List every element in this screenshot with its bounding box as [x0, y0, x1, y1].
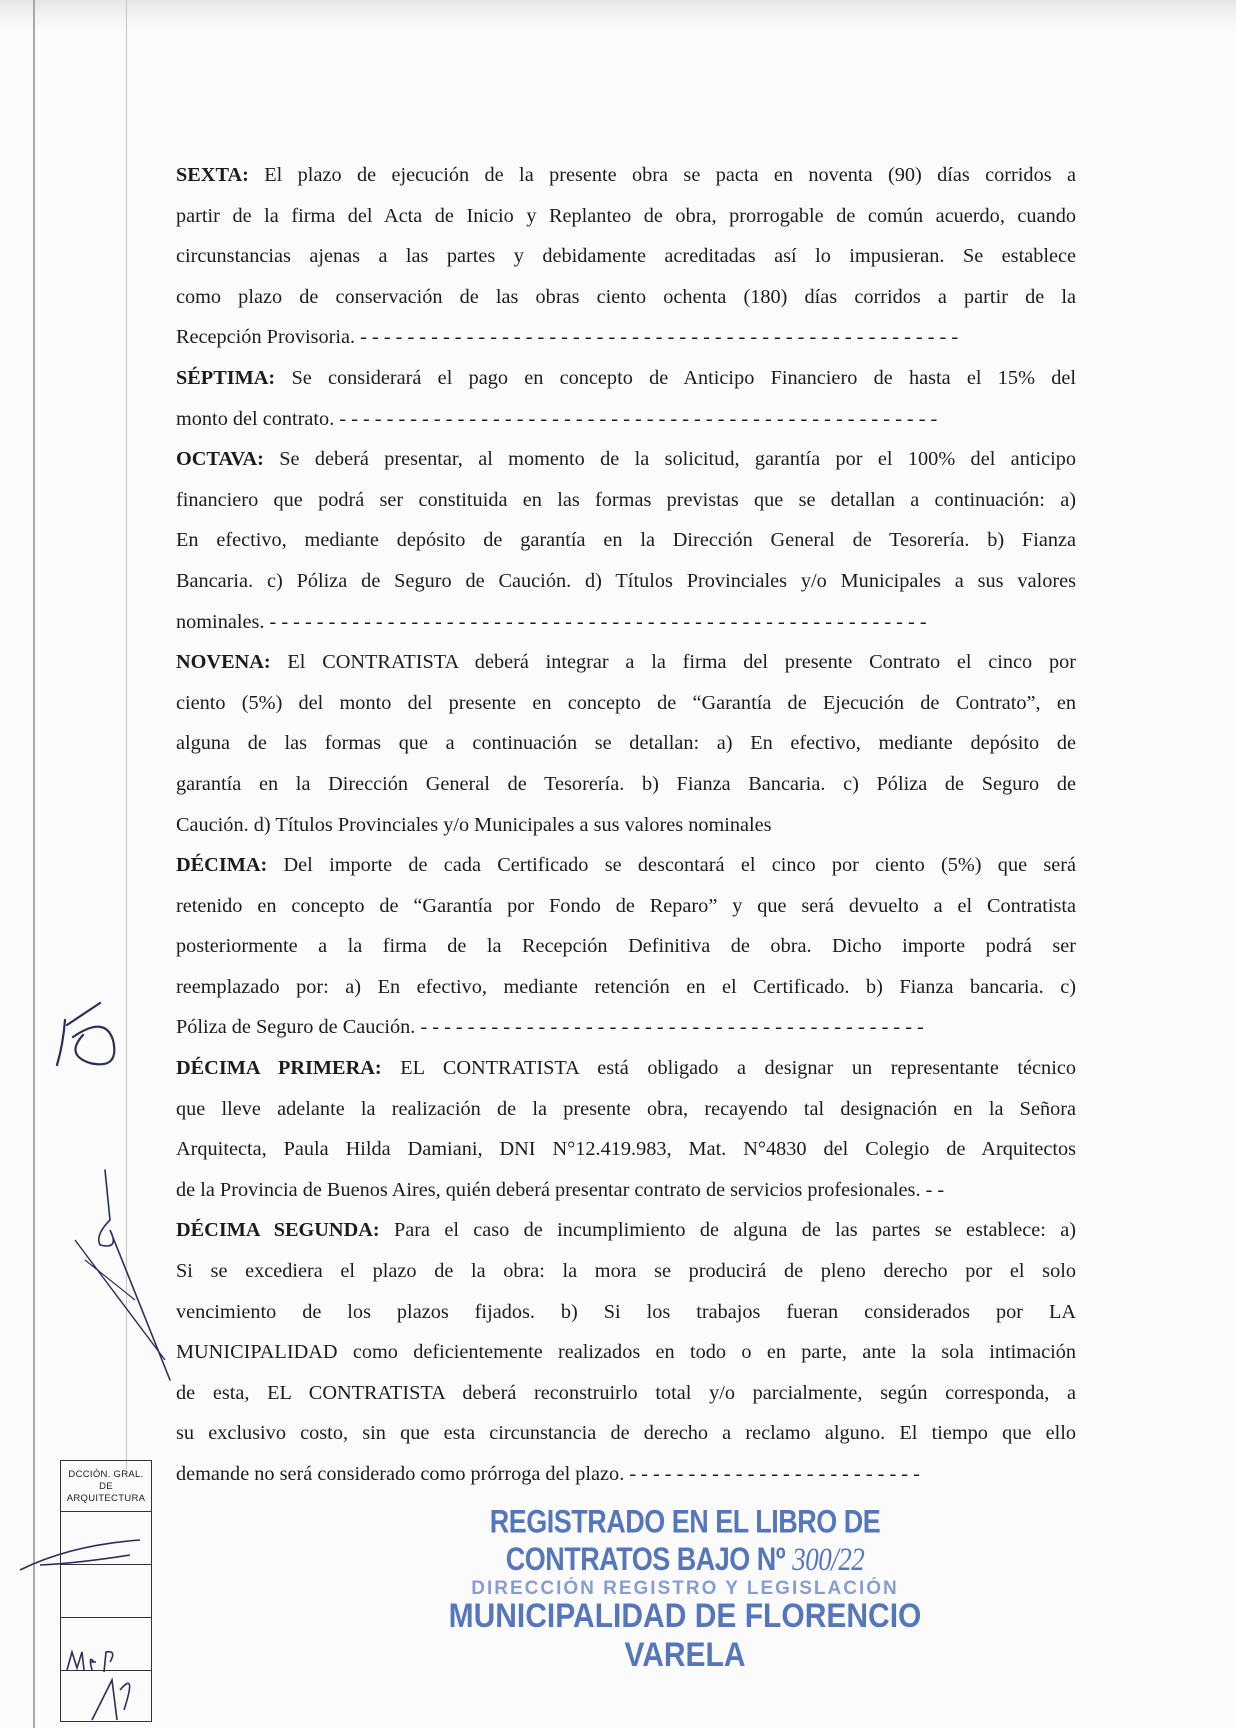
clause-text: nominales. - - - - - - - - - - - - - - - - - - - - - - - - - - - - - - - - - - - - - - - - - - - - - - - - - - - - - - - -	[176, 610, 927, 633]
registry-number: 300/22	[792, 1541, 865, 1577]
binding-margin-line	[33, 0, 35, 1728]
clause-text: circunstancias ajenas a las partes y debidamente acreditadas así lo impusieran. Se establece	[176, 245, 1076, 268]
clause-line	[176, 358, 1076, 399]
stamp-label-line2: DE ARQUITECTURA	[66, 1481, 146, 1504]
stamp-initials-signature	[62, 1640, 152, 1725]
clause-text: como plazo de conservación de las obras ciento ochenta (180) días corridos a partir de la	[176, 285, 1076, 308]
clause-text: vencimiento de los plazos fijados. b) Si los trabajos fueran considerados por LA	[176, 1300, 1076, 1323]
clause-text: El CONTRATISTA deberá integrar a la firma del presente Contrato el cinco por	[287, 651, 1076, 674]
clause-line	[176, 1048, 1076, 1089]
registry-stamp-line1	[405, 1504, 965, 1578]
clause-text: demande no será considerado como prórroga del plazo. - - - - - - - - - - - - - - - - - - - - - - - - -	[176, 1463, 920, 1485]
clause-text: alguna de las formas que a continuación se detallan: a) En efectivo, mediante depósito de	[176, 732, 1076, 755]
clause-line	[176, 886, 1076, 927]
stamp-signature-stroke	[10, 1525, 150, 1585]
clause-text: partir de la firma del Acta de Inicio y Replanteo de obra, prorrogable de común acuerdo, cuando	[176, 204, 1076, 227]
clause-line	[176, 845, 1076, 886]
clause-heading: SEXTA:	[176, 164, 249, 186]
clause-text: Se considerará el pago en concepto de Anticipo Financiero de hasta el 15% del	[291, 366, 1076, 389]
clause-text: Del importe de cada Certificado se descontará el cinco por ciento (5%) que será	[283, 854, 1076, 877]
stamp-label-line1: DCCIÓN. GRAL.	[68, 1469, 144, 1480]
clause-text: monto del contrato. - - - - - - - - - - - - - - - - - - - - - - - - - - - - - - - - - - - - - - - - - - - - - - - - - - -	[176, 407, 938, 430]
clause-heading: DÉCIMA SEGUNDA:	[176, 1219, 380, 1242]
clause-line	[176, 561, 1076, 602]
clause-line	[176, 196, 1076, 237]
clause-line	[176, 967, 1076, 1008]
registry-stamp	[405, 1503, 965, 1674]
clause-text: El plazo de ejecución de la presente obra se pacta en noventa (90) días corridos a	[264, 164, 1076, 186]
clause-line	[176, 723, 1076, 764]
clause-heading: DÉCIMA PRIMERA:	[176, 1057, 382, 1080]
clause-heading: OCTAVA:	[176, 448, 264, 471]
clause-line	[176, 1454, 1076, 1495]
clause-line	[176, 1170, 1076, 1211]
clause-text: Póliza de Seguro de Caución. - - - - - - - - - - - - - - - - - - - - - - - - - - - - - - - - - - - - - - - - - - -	[176, 1016, 924, 1039]
clause-line	[176, 439, 1076, 480]
clause-line	[176, 602, 1076, 643]
clause-line	[176, 1089, 1076, 1130]
clause-text: financiero que podrá ser constituida en las formas previstas que se detallan a continuación: a)	[176, 488, 1076, 511]
clause-text: retenido en concepto de “Garantía por Fondo de Reparo” y que será devuelto a el Contratista	[176, 894, 1076, 917]
clause-line	[176, 1413, 1076, 1454]
clause-line	[176, 926, 1076, 967]
clause-text: su exclusivo costo, sin que esta circunstancia de derecho a reclamo alguno. El tiempo que ello	[176, 1422, 1076, 1445]
registry-stamp-text: REGISTRADO EN EL LIBRO DE CONTRATOS BAJO Nº	[489, 1503, 881, 1577]
clause-text: reemplazado por: a) En efectivo, mediante retención en el Certificado. b) Fianza bancaria. c)	[176, 975, 1076, 998]
clause-line	[176, 1332, 1076, 1373]
registry-stamp-line2: DIRECCIÓN REGISTRO Y LEGISLACIÓN	[471, 1578, 899, 1599]
clause-text: Se deberá presentar, al momento de la solicitud, garantía por el 100% del anticipo	[279, 448, 1077, 471]
clause-line	[176, 480, 1076, 521]
clause-heading: DÉCIMA:	[176, 854, 268, 877]
clause-line	[176, 805, 1076, 846]
clause-line	[176, 520, 1076, 561]
clause-text: Si se excediera el plazo de la obra: la mora se producirá de pleno derecho por el solo	[176, 1260, 1076, 1283]
clause-line	[176, 764, 1076, 805]
clause-line	[176, 642, 1076, 683]
clause-line	[176, 317, 1076, 358]
clause-text: Recepción Provisoria. - - - - - - - - - - - - - - - - - - - - - - - - - - - - - - - - - - - - - - - - - - - - - - - - - - -	[176, 326, 959, 349]
clause-line	[176, 683, 1076, 724]
architecture-stamp-label	[61, 1461, 151, 1512]
registry-stamp-line3: MUNICIPALIDAD DE FLORENCIO VARELA	[448, 1596, 922, 1674]
clause-line	[176, 399, 1076, 440]
clause-line	[176, 277, 1076, 318]
clause-text: de la Provincia de Buenos Aires, quién deberá presentar contrato de servicios profesionales. - -	[176, 1178, 945, 1201]
clause-heading: SÉPTIMA:	[176, 366, 276, 389]
clause-line	[176, 1007, 1076, 1048]
margin-signature-diagonal	[55, 1160, 185, 1390]
clause-text: garantía en la Dirección General de Tesorería. b) Fianza Bancaria. c) Póliza de Seguro de	[176, 772, 1076, 795]
clause-line	[176, 1210, 1076, 1251]
clause-line	[176, 236, 1076, 277]
clause-text: Arquitecta, Paula Hilda Damiani, DNI N°12.419.983, Mat. N°4830 del Colegio de Arquitectos	[176, 1138, 1076, 1161]
clause-text: En efectivo, mediante depósito de garantía en la Dirección General de Tesorería. b) Fianza	[176, 529, 1076, 552]
margin-signature-top	[45, 985, 135, 1095]
clause-line	[176, 1292, 1076, 1333]
clause-text: EL CONTRATISTA está obligado a designar un representante técnico	[400, 1057, 1076, 1080]
clause-line	[176, 1251, 1076, 1292]
clause-heading: NOVENA:	[176, 651, 271, 674]
contract-body	[176, 155, 1076, 1495]
clause-text: Para el caso de incumplimiento de alguna de las partes se establece: a)	[393, 1219, 1077, 1242]
clause-line	[176, 1373, 1076, 1414]
clause-text: que lleve adelante la realización de la presente obra, recayendo tal designación en la Señora	[176, 1097, 1076, 1120]
clause-text: ciento (5%) del monto del presente en concepto de “Garantía de Ejecución de Contrato”, en	[176, 691, 1076, 714]
clause-line	[176, 1129, 1076, 1170]
clause-text: MUNICIPALIDAD como deficientemente realizados en todo o en parte, ante la sola intimación	[176, 1341, 1076, 1364]
clause-text: de esta, EL CONTRATISTA deberá reconstruirlo total y/o parcialmente, según corresponda, a	[176, 1381, 1076, 1404]
clause-text: Bancaria. c) Póliza de Seguro de Caución. d) Títulos Provinciales y/o Municipales a sus valores	[176, 569, 1076, 592]
scan-top-edge	[0, 0, 1236, 30]
clause-text: posteriormente a la firma de la Recepción Definitiva de obra. Dicho importe podrá ser	[176, 935, 1076, 958]
clause-line	[176, 155, 1076, 196]
clause-text: Caución. d) Títulos Provinciales y/o Municipales a sus valores nominales	[176, 813, 772, 836]
